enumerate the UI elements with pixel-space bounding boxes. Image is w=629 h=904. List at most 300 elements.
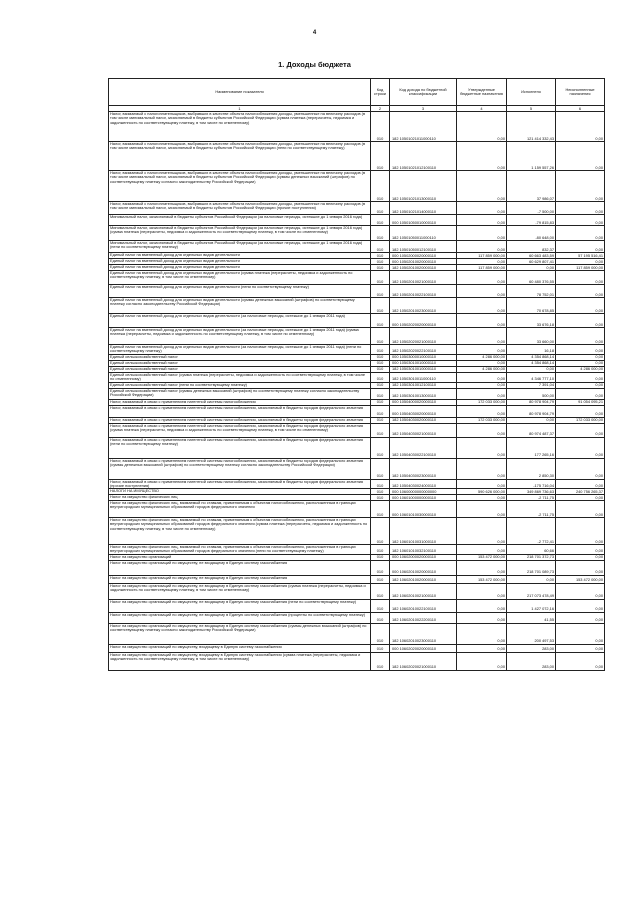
executed-amount: 218 701 089,73 [507, 560, 556, 575]
unexecuted-amount: 91 054 095,21 [556, 399, 605, 405]
executed-amount: 2 850,30 [507, 458, 556, 479]
executed-amount: 60 663 483,59 [507, 253, 556, 259]
approved-amount: 0,00 [457, 314, 507, 328]
budget-classification-code: 182 10503010011000110 [390, 372, 457, 382]
table-body [109, 112, 605, 671]
budget-classification-code: 182 10501021014000110 [390, 202, 457, 215]
unexecuted-amount: 0,00 [556, 612, 605, 623]
unexecuted-amount: 0,00 [556, 560, 605, 575]
executed-amount: 832,37 [507, 241, 556, 253]
line-code: 010 [371, 612, 390, 623]
approved-amount: 0,00 [457, 479, 507, 489]
executed-amount: 70 678,85 [507, 298, 556, 314]
budget-classification-code: 000 10502010020000110 [390, 259, 457, 265]
unexecuted-amount: 0,00 [556, 345, 605, 355]
unexecuted-amount: 0,00 [556, 623, 605, 644]
indicator-name: Налог на имущество организаций по имуществу, входящему в Единую систему газоснабжения (сумма платежа (перерасчеты, недоимка и задолженность по соответствующему платежу, в том числе по отмененному) [109, 652, 371, 670]
budget-classification-code: 182 10502010020000110 [390, 265, 457, 271]
unexecuted-amount: 0,00 [556, 372, 605, 382]
line-code: 010 [371, 298, 390, 314]
indicator-name: Налог на имущество организаций по имуществу, не входящему в Единую систему газоснабжения (пени по соответствующему платежу) [109, 599, 371, 612]
budget-classification-code: 182 10504030024000110 [390, 479, 457, 489]
indicator-name: Единый налог на вмененный доход для отдельных видов деятельности (за налоговые периоды, истекшие до 1 января 2011 года) [109, 314, 371, 328]
table-row [109, 112, 605, 142]
line-code: 010 [371, 372, 390, 382]
approved-amount: 0,00 [457, 560, 507, 575]
approved-amount: 0,00 [457, 285, 507, 298]
approved-amount: 0,00 [457, 583, 507, 599]
indicator-name: Налог на имущество организаций по имуществу, не входящему в Единую систему газоснабжения [109, 575, 371, 583]
indicator-name: Налог, взимаемый в связи с применением патентной системы налогообложения, зачисляемый в бюджеты городов федерального значения (пени по соответствующему платежу) [109, 437, 371, 458]
executed-amount: -79 815,83 [507, 215, 556, 226]
table-row [109, 560, 605, 575]
executed-amount: 200 497,53 [507, 623, 556, 644]
budget-classification-code: 182 10501050011000110 [390, 226, 457, 241]
budget-classification-code: 182 10502020021000110 [390, 328, 457, 345]
header-cell: Неисполненные назначения [556, 79, 605, 106]
approved-amount: 0,00 [457, 215, 507, 226]
approved-amount: 0,00 [457, 271, 507, 285]
table-row [109, 644, 605, 652]
budget-classification-code: 182 10502010023000110 [390, 298, 457, 314]
unexecuted-amount: 0,00 [556, 545, 605, 555]
table-row [109, 372, 605, 382]
budget-classification-code: 000 10602000020000110 [390, 554, 457, 560]
executed-amount: 4 354 868,14 [507, 360, 556, 366]
approved-amount: 0,00 [457, 142, 507, 171]
unexecuted-amount: 0,00 [556, 360, 605, 366]
approved-amount: 0,00 [457, 623, 507, 644]
indicator-name: Налог, взимаемый в связи с применением патентной системы налогообложения, зачисляемый в бюджеты городов федерального значения (суммы денежных взысканий (штрафов) по соответствующему платежу согласно законодательству Российской Федерации) [109, 458, 371, 479]
column-number: 4 [457, 106, 507, 112]
indicator-name: Единый сельскохозяйственный налог [109, 366, 371, 372]
column-number: 5 [507, 106, 556, 112]
line-code: 010 [371, 437, 390, 458]
line-code: 010 [371, 554, 390, 560]
budget-classification-code: 000 10502000020000110 [390, 253, 457, 259]
page-number: 4 [312, 30, 317, 36]
table-row [109, 405, 605, 417]
budget-classification-code: 182 10602010022200110 [390, 612, 457, 623]
approved-amount: 0,00 [457, 405, 507, 417]
table-row [109, 271, 605, 285]
executed-amount: 4 346 777,10 [507, 372, 556, 382]
line-code: 010 [371, 495, 390, 501]
line-code: 010 [371, 366, 390, 372]
executed-amount: 1 159 557,26 [507, 142, 556, 171]
line-code: 010 [371, 360, 390, 366]
indicator-name: Налог на имущество организаций [109, 554, 371, 560]
budget-classification-code: 000 10601010030000110 [390, 501, 457, 518]
line-code: 010 [371, 417, 390, 423]
budget-classification-code: 182 10502020022100110 [390, 345, 457, 355]
indicator-name: Единый сельскохозяйственный налог (сумма платежа (перерасчеты, недоимка и задолженность по соответствующему платежу, в том числе по отмененному) [109, 372, 371, 382]
table-row [109, 328, 605, 345]
approved-amount: 0,00 [457, 328, 507, 345]
executed-amount: 60,66 [507, 545, 556, 555]
unexecuted-amount: 0,00 [556, 241, 605, 253]
unexecuted-amount: 0,00 [556, 354, 605, 360]
unexecuted-amount: 0,00 [556, 423, 605, 437]
approved-amount: 153 472 000,00 [457, 575, 507, 583]
approved-amount: 0,00 [457, 599, 507, 612]
approved-amount: 0,00 [457, 495, 507, 501]
unexecuted-amount: 0,00 [556, 599, 605, 612]
table-row [109, 298, 605, 314]
line-code: 010 [371, 112, 390, 142]
executed-amount: -2 711,75 [507, 495, 556, 501]
indicator-name: Единый налог на вмененный доход для отдельных видов деятельности (сумма платежа (перерасчеты, недоимка и задолженность по соответствующему платежу, в том числе по отмененному) [109, 271, 371, 285]
unexecuted-amount: 0,00 [556, 644, 605, 652]
indicator-name: Налог, взимаемый с налогоплательщиков, выбравших в качестве объекта налогообложения доходы, уменьшенные на величину расходов (в том числе минимальный налог, зачисляемый в бюджеты субъектов Российской Федерации (сумма платежа (перерасчеты, недоимка и задолженность по соответствующему платежу, в том числе по отмененному) [109, 112, 371, 142]
approved-amount: 153 472 000,00 [457, 554, 507, 560]
table-row [109, 599, 605, 612]
indicator-name: Налог на имущество физических лиц, взимаемый по ставкам, применяемым к объектам налогообложения, расположенным в границах внутригородских муниципальных образований городов федерального значения (сумма платежа (перерасчеты, недоимка и задолженность по соответствующему платежу, в том числе по отмененному) [109, 518, 371, 545]
budget-classification-code: 182 10601010032100110 [390, 545, 457, 555]
budget-classification-code: 182 10502010022100110 [390, 285, 457, 298]
indicator-name: Единый налог на вмененный доход для отдельных видов деятельности (за налоговые периоды, истекшие до 1 января 2011 года) (пени по соответствующему платежу) [109, 345, 371, 355]
executed-amount: 37 986,07 [507, 171, 556, 202]
budget-classification-code: 182 10501021012100110 [390, 142, 457, 171]
budget-classification-code: 182 10501021013000110 [390, 171, 457, 202]
approved-amount: 0,00 [457, 259, 507, 265]
header-cell: Наименование показателя [109, 79, 371, 106]
budget-classification-code: 182 10501021011000110 [390, 112, 457, 142]
line-code: 010 [371, 388, 390, 399]
line-code: 010 [371, 479, 390, 489]
approved-amount: 0,00 [457, 644, 507, 652]
table-row [109, 437, 605, 458]
line-code: 010 [371, 354, 390, 360]
unexecuted-amount: 0,00 [556, 518, 605, 545]
table-row [109, 202, 605, 215]
budget-classification-code: 182 10602010020000110 [390, 575, 457, 583]
budget-classification-code: 182 10503010013000110 [390, 388, 457, 399]
approved-amount: 0,00 [457, 545, 507, 555]
executed-amount: 121 414 332,43 [507, 112, 556, 142]
budget-classification-code: 182 10602010021000110 [390, 583, 457, 599]
approved-amount: 0,00 [457, 388, 507, 399]
approved-amount: 0,00 [457, 501, 507, 518]
table-row [109, 652, 605, 670]
header-cell: Исполнено [507, 79, 556, 106]
indicator-name: Единый налог на вмененный доход для отдельных видов деятельности [109, 253, 371, 259]
budget-classification-code: 000 10503000010000110 [390, 354, 457, 360]
table-row [109, 285, 605, 298]
executed-amount: 60 480 376,55 [507, 271, 556, 285]
budget-classification-code: 000 10602010020000110 [390, 560, 457, 575]
unexecuted-amount: 0,00 [556, 495, 605, 501]
executed-amount: 33 676,18 [507, 314, 556, 328]
table-row [109, 215, 605, 226]
executed-amount: 80 978 904,79 [507, 399, 556, 405]
line-code: 010 [371, 345, 390, 355]
line-code: 010 [371, 545, 390, 555]
table-row [109, 241, 605, 253]
line-code: 010 [371, 518, 390, 545]
indicator-name: Налог, взимаемый с налогоплательщиков, выбравших в качестве объекта налогообложения доходы, уменьшенные на величину расходов (в том числе минимальный налог, зачисляемый в бюджеты субъектов Российской Федерации (прочие поступления) [109, 202, 371, 215]
approved-amount: 4 286 000,00 [457, 354, 507, 360]
budget-classification-code: 000 10504030020000110 [390, 405, 457, 417]
approved-amount: 0,00 [457, 518, 507, 545]
executed-amount: 1 427 072,16 [507, 599, 556, 612]
executed-amount: 283,00 [507, 652, 556, 670]
approved-amount: 117 859 000,00 [457, 253, 507, 259]
budget-classification-code: 182 10602010023000110 [390, 623, 457, 644]
line-code: 010 [371, 314, 390, 328]
approved-amount: 4 286 000,00 [457, 366, 507, 372]
table-row [109, 314, 605, 328]
indicator-name: Налог на имущество физических лиц [109, 495, 371, 501]
line-code: 010 [371, 623, 390, 644]
line-code: 010 [371, 501, 390, 518]
line-code: 010 [371, 423, 390, 437]
budget-classification-code: 000 10602020020000110 [390, 644, 457, 652]
table-row [109, 501, 605, 518]
executed-amount: 177 265,16 [507, 437, 556, 458]
unexecuted-amount: 0,00 [556, 583, 605, 599]
unexecuted-amount: 0,00 [556, 437, 605, 458]
executed-amount: 80 978 904,79 [507, 405, 556, 417]
indicator-name: Единый сельскохозяйственный налог (пени по соответствующему платежу) [109, 382, 371, 388]
line-code: 010 [371, 253, 390, 259]
executed-amount: 16,18 [507, 345, 556, 355]
indicator-name: Налог, взимаемый в связи с применением патентной системы налогообложения, зачисляемый в бюджеты городов федерального значения (прочие поступления) [109, 479, 371, 489]
indicator-name: Единый сельскохозяйственный налог [109, 360, 371, 366]
unexecuted-amount: 0,00 [556, 652, 605, 670]
indicator-name: Единый налог на вмененный доход для отдельных видов деятельности (суммы денежных взысканий (штрафов) по соответствующему платежу согласно законодательству Российской Федерации) [109, 298, 371, 314]
approved-amount: 172 033 000,00 [457, 399, 507, 405]
executed-amount: 4 354 868,14 [507, 354, 556, 360]
header-row [109, 79, 605, 106]
executed-amount: -175 716,04 [507, 479, 556, 489]
indicator-name: Минимальный налог, зачисляемый в бюджеты субъектов Российской Федерации (за налоговые периоды, истекшие до 1 января 2016 года) [109, 215, 371, 226]
approved-amount: 172 033 000,00 [457, 417, 507, 423]
budget-classification-code: 000 10502020020000110 [390, 314, 457, 328]
approved-amount: 0,00 [457, 202, 507, 215]
indicator-name: Налог, взимаемый в связи с применением патентной системы налогообложения, зачисляемый в бюджеты городов федерального значения (сумма платежа (перерасчеты, недоимка и задолженность по соответствующему платежу, в том числе по отмененному) [109, 423, 371, 437]
table-row [109, 479, 605, 489]
executed-amount: 80 974 487,37 [507, 423, 556, 437]
unexecuted-amount: 0,00 [556, 285, 605, 298]
indicator-name: Единый сельскохозяйственный налог [109, 354, 371, 360]
executed-amount: -2 711,75 [507, 501, 556, 518]
budget-classification-code: 000 10501050010000110 [390, 215, 457, 226]
indicator-name: Налог, взимаемый с налогоплательщиков, выбравших в качестве объекта налогообложения доходы, уменьшенные на величину расходов (в том числе минимальный налог, зачисляемый в бюджеты субъектов Российской Федерации (пени по соответствующему платежу) [109, 142, 371, 171]
indicator-name: НАЛОГИ НА ИМУЩЕСТВО [109, 489, 371, 495]
indicator-name: Минимальный налог, зачисляемый в бюджеты субъектов Российской Федерации (за налоговые периоды, истекшие до 1 января 2016 года) (пени по соответствующему платежу) [109, 241, 371, 253]
unexecuted-amount: 0,00 [556, 271, 605, 285]
table-row [109, 583, 605, 599]
executed-amount: 7 391,04 [507, 382, 556, 388]
executed-amount: 0,00 [507, 575, 556, 583]
budget-classification-code: 182 10503010010000110 [390, 366, 457, 372]
line-code: 010 [371, 560, 390, 575]
table-row [109, 226, 605, 241]
budget-classification-code: 182 10504030023000110 [390, 458, 457, 479]
line-code: 010 [371, 644, 390, 652]
income-table [108, 78, 605, 671]
unexecuted-amount: 0,00 [556, 479, 605, 489]
approved-amount: 0,00 [457, 372, 507, 382]
executed-amount: -2 772,41 [507, 518, 556, 545]
approved-amount: 0,00 [457, 652, 507, 670]
executed-amount: 349 869 736,63 [507, 489, 556, 495]
approved-amount: 0,00 [457, 612, 507, 623]
unexecuted-amount: 172 033 000,00 [556, 417, 605, 423]
table-row [109, 388, 605, 399]
approved-amount: 0,00 [457, 345, 507, 355]
executed-amount: 78 752,01 [507, 285, 556, 298]
budget-classification-code: 000 10503010010000110 [390, 360, 457, 366]
unexecuted-amount: 0,00 [556, 382, 605, 388]
approved-amount: 0,00 [457, 112, 507, 142]
executed-amount: 60 629 807,41 [507, 259, 556, 265]
budget-classification-code: 182 10504030021000110 [390, 423, 457, 437]
unexecuted-amount: 0,00 [556, 554, 605, 560]
budget-classification-code: 000 10504000020000110 [390, 399, 457, 405]
unexecuted-amount: 0,00 [556, 405, 605, 417]
unexecuted-amount: 0,00 [556, 388, 605, 399]
line-code: 010 [371, 226, 390, 241]
executed-amount: 283,00 [507, 644, 556, 652]
line-code: 010 [371, 202, 390, 215]
indicator-name: Налог на имущество организаций по имуществу, не входящему в Единую систему газоснабжения [109, 560, 371, 575]
approved-amount: 0,00 [457, 458, 507, 479]
indicator-name: Налог, взимаемый в связи с применением патентной системы налогообложения, зачисляемый в бюджеты городов федерального значения [109, 417, 371, 423]
budget-classification-code: 182 10503010012100110 [390, 382, 457, 388]
budget-classification-code: 182 10601010031000110 [390, 518, 457, 545]
executed-amount: -80 648,00 [507, 226, 556, 241]
column-number: 3 [390, 106, 457, 112]
indicator-name: Налог, взимаемый в связи с применением патентной системы налогообложения [109, 399, 371, 405]
executed-amount: 217 073 478,49 [507, 583, 556, 599]
unexecuted-amount: 153 472 000,00 [556, 575, 605, 583]
column-number: 6 [556, 106, 605, 112]
line-code: 010 [371, 575, 390, 583]
line-code: 010 [371, 583, 390, 599]
executed-amount: 0,00 [507, 366, 556, 372]
table-row [109, 518, 605, 545]
table-row [109, 612, 605, 623]
budget-classification-code: 182 10602020021000110 [390, 652, 457, 670]
table-row [109, 623, 605, 644]
approved-amount: 590 626 000,00 [457, 489, 507, 495]
approved-amount: 0,00 [457, 226, 507, 241]
indicator-name: Единый налог на вмененный доход для отдельных видов деятельности [109, 259, 371, 265]
approved-amount: 0,00 [457, 241, 507, 253]
executed-amount: 0,00 [507, 417, 556, 423]
budget-classification-code: 182 10504030020000110 [390, 417, 457, 423]
table-row [109, 545, 605, 555]
indicator-name: Налог на имущество физических лиц, взимаемый по ставкам, применяемым к объектам налогообложения, расположенным в границах внутригородских муниципальных образований городов федерального значения (пени по соответствующему платежу) [109, 545, 371, 555]
unexecuted-amount: 4 286 000,00 [556, 366, 605, 372]
line-code: 010 [371, 328, 390, 345]
unexecuted-amount: 0,00 [556, 142, 605, 171]
executed-amount: 218 701 372,73 [507, 554, 556, 560]
line-code: 010 [371, 599, 390, 612]
unexecuted-amount: 0,00 [556, 501, 605, 518]
column-number: 1 [109, 106, 371, 112]
executed-amount: 0,00 [507, 265, 556, 271]
line-code: 010 [371, 171, 390, 202]
line-code: 010 [371, 285, 390, 298]
approved-amount: 0,00 [457, 171, 507, 202]
unexecuted-amount: 0,00 [556, 171, 605, 202]
approved-amount: 0,00 [457, 437, 507, 458]
budget-classification-code: 182 10501050012100110 [390, 241, 457, 253]
line-code: 010 [371, 399, 390, 405]
executed-amount: 41,55 [507, 612, 556, 623]
line-code: 010 [371, 259, 390, 265]
unexecuted-amount: 57 195 516,41 [556, 253, 605, 259]
approved-amount: 0,00 [457, 360, 507, 366]
indicator-name: Налог на имущество организаций по имуществу, не входящему в Единую систему газоснабжения (проценты по соответствующему платежу) [109, 612, 371, 623]
column-number: 2 [371, 106, 390, 112]
approved-amount: 0,00 [457, 298, 507, 314]
unexecuted-amount: 0,00 [556, 112, 605, 142]
indicator-name: Налог, взимаемый с налогоплательщиков, выбравших в качестве объекта налогообложения доходы, уменьшенные на величину расходов (в том числе минимальный налог, зачисляемый в бюджеты субъектов Российской Федерации (суммы денежных взысканий (штрафов) по соответствующему платежу согласно законодательству Российской Федерации) [109, 171, 371, 202]
table-row [109, 345, 605, 355]
header-cell: Код строки [371, 79, 390, 106]
table-row [109, 458, 605, 479]
line-code: 010 [371, 142, 390, 171]
unexecuted-amount: 240 756 265,37 [556, 489, 605, 495]
budget-classification-code: 000 10600000000000000 [390, 489, 457, 495]
unexecuted-amount: 0,00 [556, 215, 605, 226]
indicator-name: Единый налог на вмененный доход для отдельных видов деятельности (пени по соответствующему платежу) [109, 285, 371, 298]
line-code: 010 [371, 241, 390, 253]
line-code: 010 [371, 489, 390, 495]
indicator-name: Единый налог на вмененный доход для отдельных видов деятельности [109, 265, 371, 271]
executed-amount: -7 500,00 [507, 202, 556, 215]
line-code: 010 [371, 265, 390, 271]
indicator-name: Налог на имущество организаций по имуществу, входящему в Единую систему газоснабжения [109, 644, 371, 652]
section-title: 1. Доходы бюджета [278, 60, 351, 69]
approved-amount: 0,00 [457, 382, 507, 388]
table-row [109, 171, 605, 202]
executed-amount: 500,00 [507, 388, 556, 399]
unexecuted-amount: 0,00 [556, 298, 605, 314]
table-row [109, 142, 605, 171]
budget-classification-code: 000 10601000000000110 [390, 495, 457, 501]
line-code: 010 [371, 382, 390, 388]
unexecuted-amount: 0,00 [556, 328, 605, 345]
indicator-name: Единый налог на вмененный доход для отдельных видов деятельности (за налоговые периоды, истекшие до 1 января 2011 года) (сумма платежа (перерасчеты, недоимка и задолженность по соответствующему платежу, в том числе по отмененному) [109, 328, 371, 345]
line-code: 010 [371, 458, 390, 479]
indicator-name: Налог, взимаемый в связи с применением патентной системы налогообложения, зачисляемый в бюджеты городов федерального значения [109, 405, 371, 417]
approved-amount: 117 859 000,00 [457, 265, 507, 271]
indicator-name: Минимальный налог, зачисляемый в бюджеты субъектов Российской Федерации (за налоговые периоды, истекшие до 1 января 2016 года) (сумма платежа (перерасчеты, недоимка и задолженность по соответствующему платежу, в том числе по отмененному) [109, 226, 371, 241]
unexecuted-amount: 117 859 000,00 [556, 265, 605, 271]
unexecuted-amount: 0,00 [556, 226, 605, 241]
line-code: 010 [371, 215, 390, 226]
executed-amount: 33 660,00 [507, 328, 556, 345]
line-code: 010 [371, 652, 390, 670]
unexecuted-amount: 0,00 [556, 259, 605, 265]
table-row [109, 423, 605, 437]
indicator-name: Налог на имущество организаций по имуществу, не входящему в Единую систему газоснабжения (суммы денежных взысканий (штрафов) по соответствующему платежу согласно законодательству Российской Федерации) [109, 623, 371, 644]
indicator-name: Налог на имущество физических лиц, взимаемый по ставкам, применяемым к объектам налогообложения, расположенным в границах внутригородских муниципальных образований городов федерального значения [109, 501, 371, 518]
table-row [109, 575, 605, 583]
header-cell: Код дохода по бюджетной классификации [390, 79, 457, 106]
budget-classification-code: 182 10602010022100110 [390, 599, 457, 612]
indicator-name: Единый сельскохозяйственный налог (суммы денежных взысканий (штрафов) по соответствующему платежу согласно законодательству Российской Федерации) [109, 388, 371, 399]
unexecuted-amount: 0,00 [556, 314, 605, 328]
budget-classification-code: 182 10504030022100110 [390, 437, 457, 458]
indicator-name: Налог на имущество организаций по имуществу, не входящему в Единую систему газоснабжения (сумма платежа (перерасчеты, недоимка и задолженность по соответствующему платежу, в том числе по отмененному) [109, 583, 371, 599]
header-cell: Утвержденные бюджетные назначения [457, 79, 507, 106]
